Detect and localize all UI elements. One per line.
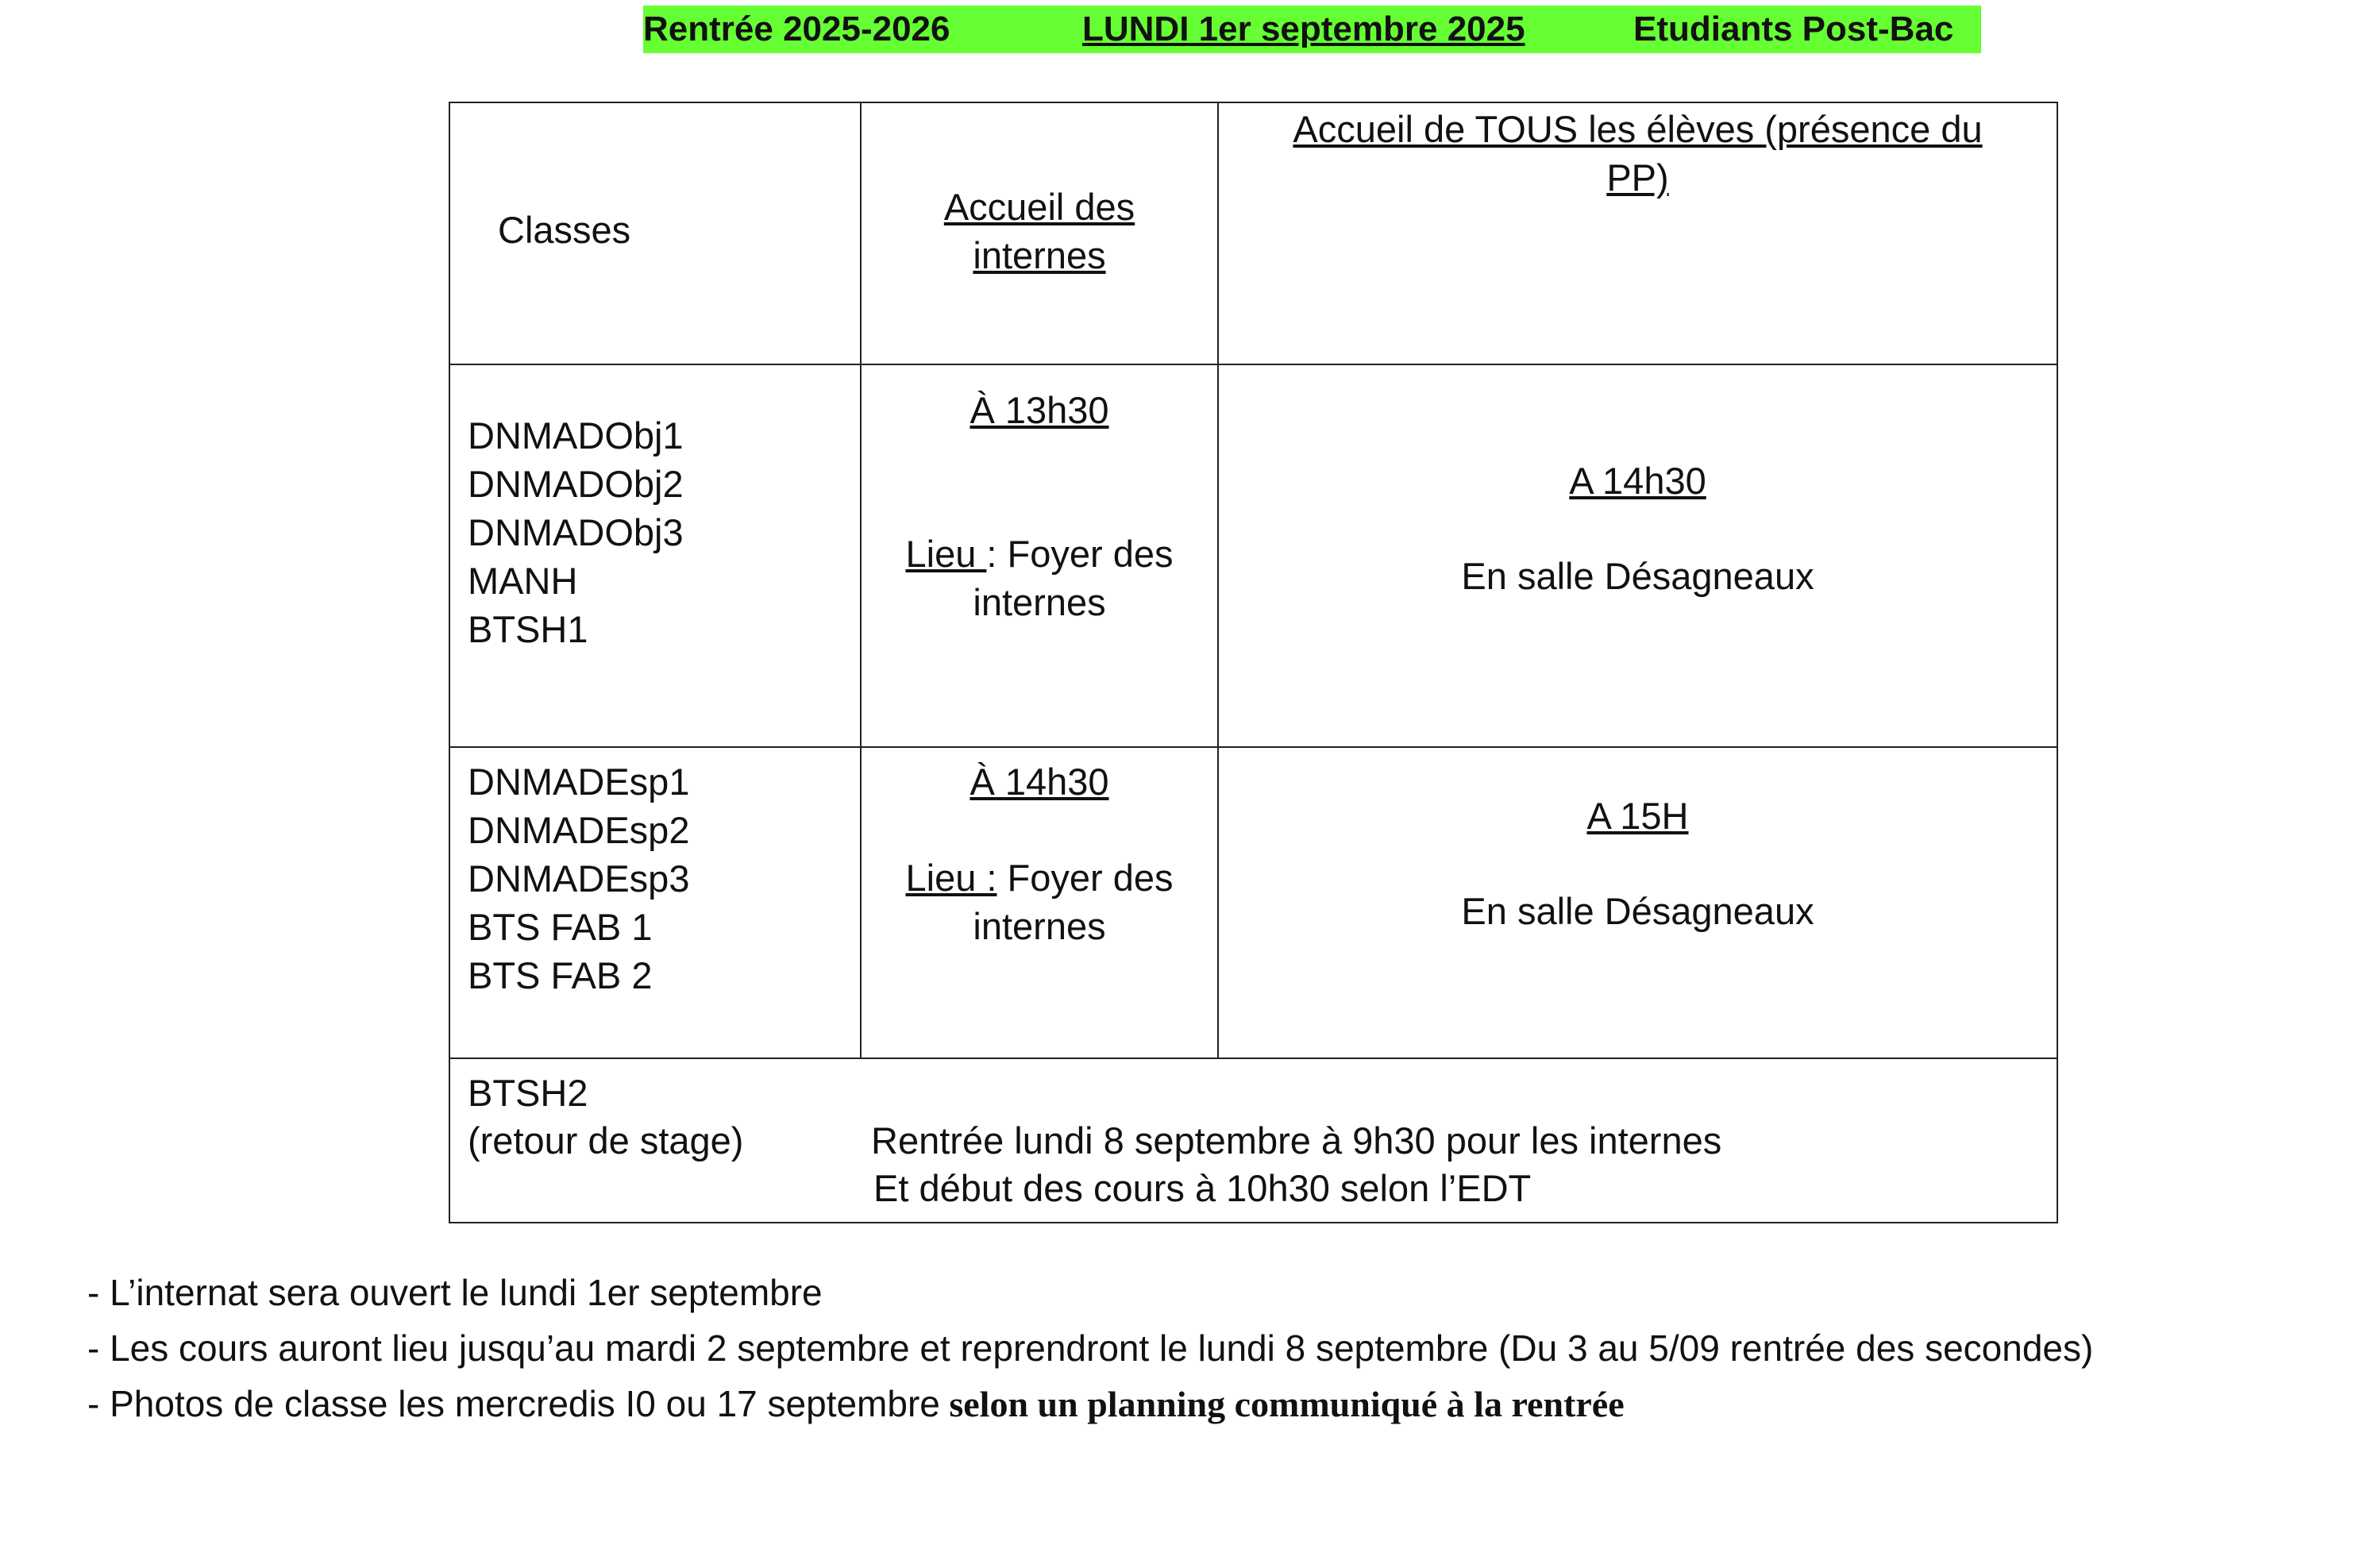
banner-audience: Etudiants Post-Bac	[1633, 10, 1954, 48]
row1-internes-cell	[861, 364, 1218, 747]
row2-tous-time: A 15H	[1586, 795, 1689, 837]
row3-class-line1: BTSH2	[468, 1072, 588, 1114]
row2-internes-lieu-line2: internes	[973, 905, 1106, 947]
header-internes-line2: internes	[973, 234, 1106, 276]
row2-internes-cell	[861, 747, 1218, 1058]
row2-tous-place: En salle Désagneaux	[1461, 890, 1814, 932]
class-name: DNMADObj1	[468, 414, 684, 457]
lieu-value: : Foyer des	[986, 533, 1174, 575]
row1-internes-lieu	[862, 434, 1217, 578]
row3-info-line2: Et début des cours à 10h30 selon l’EDT	[873, 1167, 1532, 1209]
row1-internes-lieu-line2: internes	[973, 581, 1106, 623]
table-row	[449, 1058, 2057, 1223]
header-internes-cell	[861, 102, 1218, 364]
header-tous-line1: Accueil de TOUS les élèves (présence du	[1293, 108, 1983, 150]
row3-info-line1: Rentrée lundi 8 septembre à 9h30 pour les internes	[871, 1119, 1722, 1162]
row3-class-line2: (retour de stage)	[468, 1119, 744, 1162]
table-header-row	[449, 102, 2057, 364]
row1-tous-place: En salle Désagneaux	[1461, 555, 1814, 597]
header-classes-cell	[449, 102, 861, 364]
row2-classes-list	[450, 748, 860, 1000]
note-text: - Photos de classe les mercredis I0 ou 17 septembre	[87, 1383, 940, 1424]
table-row	[449, 364, 2057, 747]
class-name: BTS FAB 1	[468, 906, 653, 948]
banner-date: LUNDI 1er septembre 2025	[1082, 10, 1525, 48]
banner-year: Rentrée 2025-2026	[643, 10, 950, 48]
row3-inner	[450, 1059, 2057, 1222]
lieu-label: Lieu	[905, 533, 987, 575]
note-item	[87, 1376, 2093, 1432]
class-name: BTS FAB 2	[468, 954, 653, 996]
note-item: - Les cours auront lieu jusqu’au mardi 2 septembre et reprendront le lundi 8 septembre (Du 3 au 5/09 rentrée des secondes)	[87, 1327, 2094, 1369]
note-item: - L’internat sera ouvert le lundi 1er septembre	[87, 1272, 823, 1313]
row2-internes-time: À 14h30	[970, 761, 1109, 803]
note-tail: selon un planning communiqué à la rentrée	[939, 1384, 1625, 1424]
row3-cell	[449, 1058, 2057, 1223]
row2-internes-lieu	[862, 806, 1217, 902]
header-internes-line1: Accueil des	[943, 186, 1135, 228]
class-name: DNMADObj2	[468, 463, 684, 505]
class-name: BTSH1	[468, 608, 588, 650]
header-classes: Classes	[498, 209, 631, 251]
row2-classes-cell	[449, 747, 861, 1058]
row1-classes-cell	[449, 364, 861, 747]
header-tous-line2: PP)	[1606, 156, 1669, 198]
row2-tous-cell	[1218, 747, 2057, 1058]
header-tous-cell	[1218, 102, 2057, 364]
row1-classes-list	[450, 365, 860, 653]
class-name: DNMADEsp3	[468, 857, 690, 900]
table-row	[449, 747, 2057, 1058]
row1-tous-time: A 14h30	[1569, 460, 1706, 502]
row1-internes-time: À 13h30	[970, 389, 1109, 431]
class-name: DNMADEsp1	[468, 761, 690, 803]
title-banner	[643, 6, 1981, 53]
class-name: DNMADEsp2	[468, 809, 690, 851]
class-name: DNMADObj3	[468, 511, 684, 553]
class-name: MANH	[468, 560, 578, 602]
lieu-value: Foyer des	[997, 857, 1174, 899]
schedule-table	[449, 102, 2058, 1223]
notes-list	[87, 1265, 2093, 1432]
lieu-label: Lieu :	[905, 857, 997, 899]
row1-tous-cell	[1218, 364, 2057, 747]
